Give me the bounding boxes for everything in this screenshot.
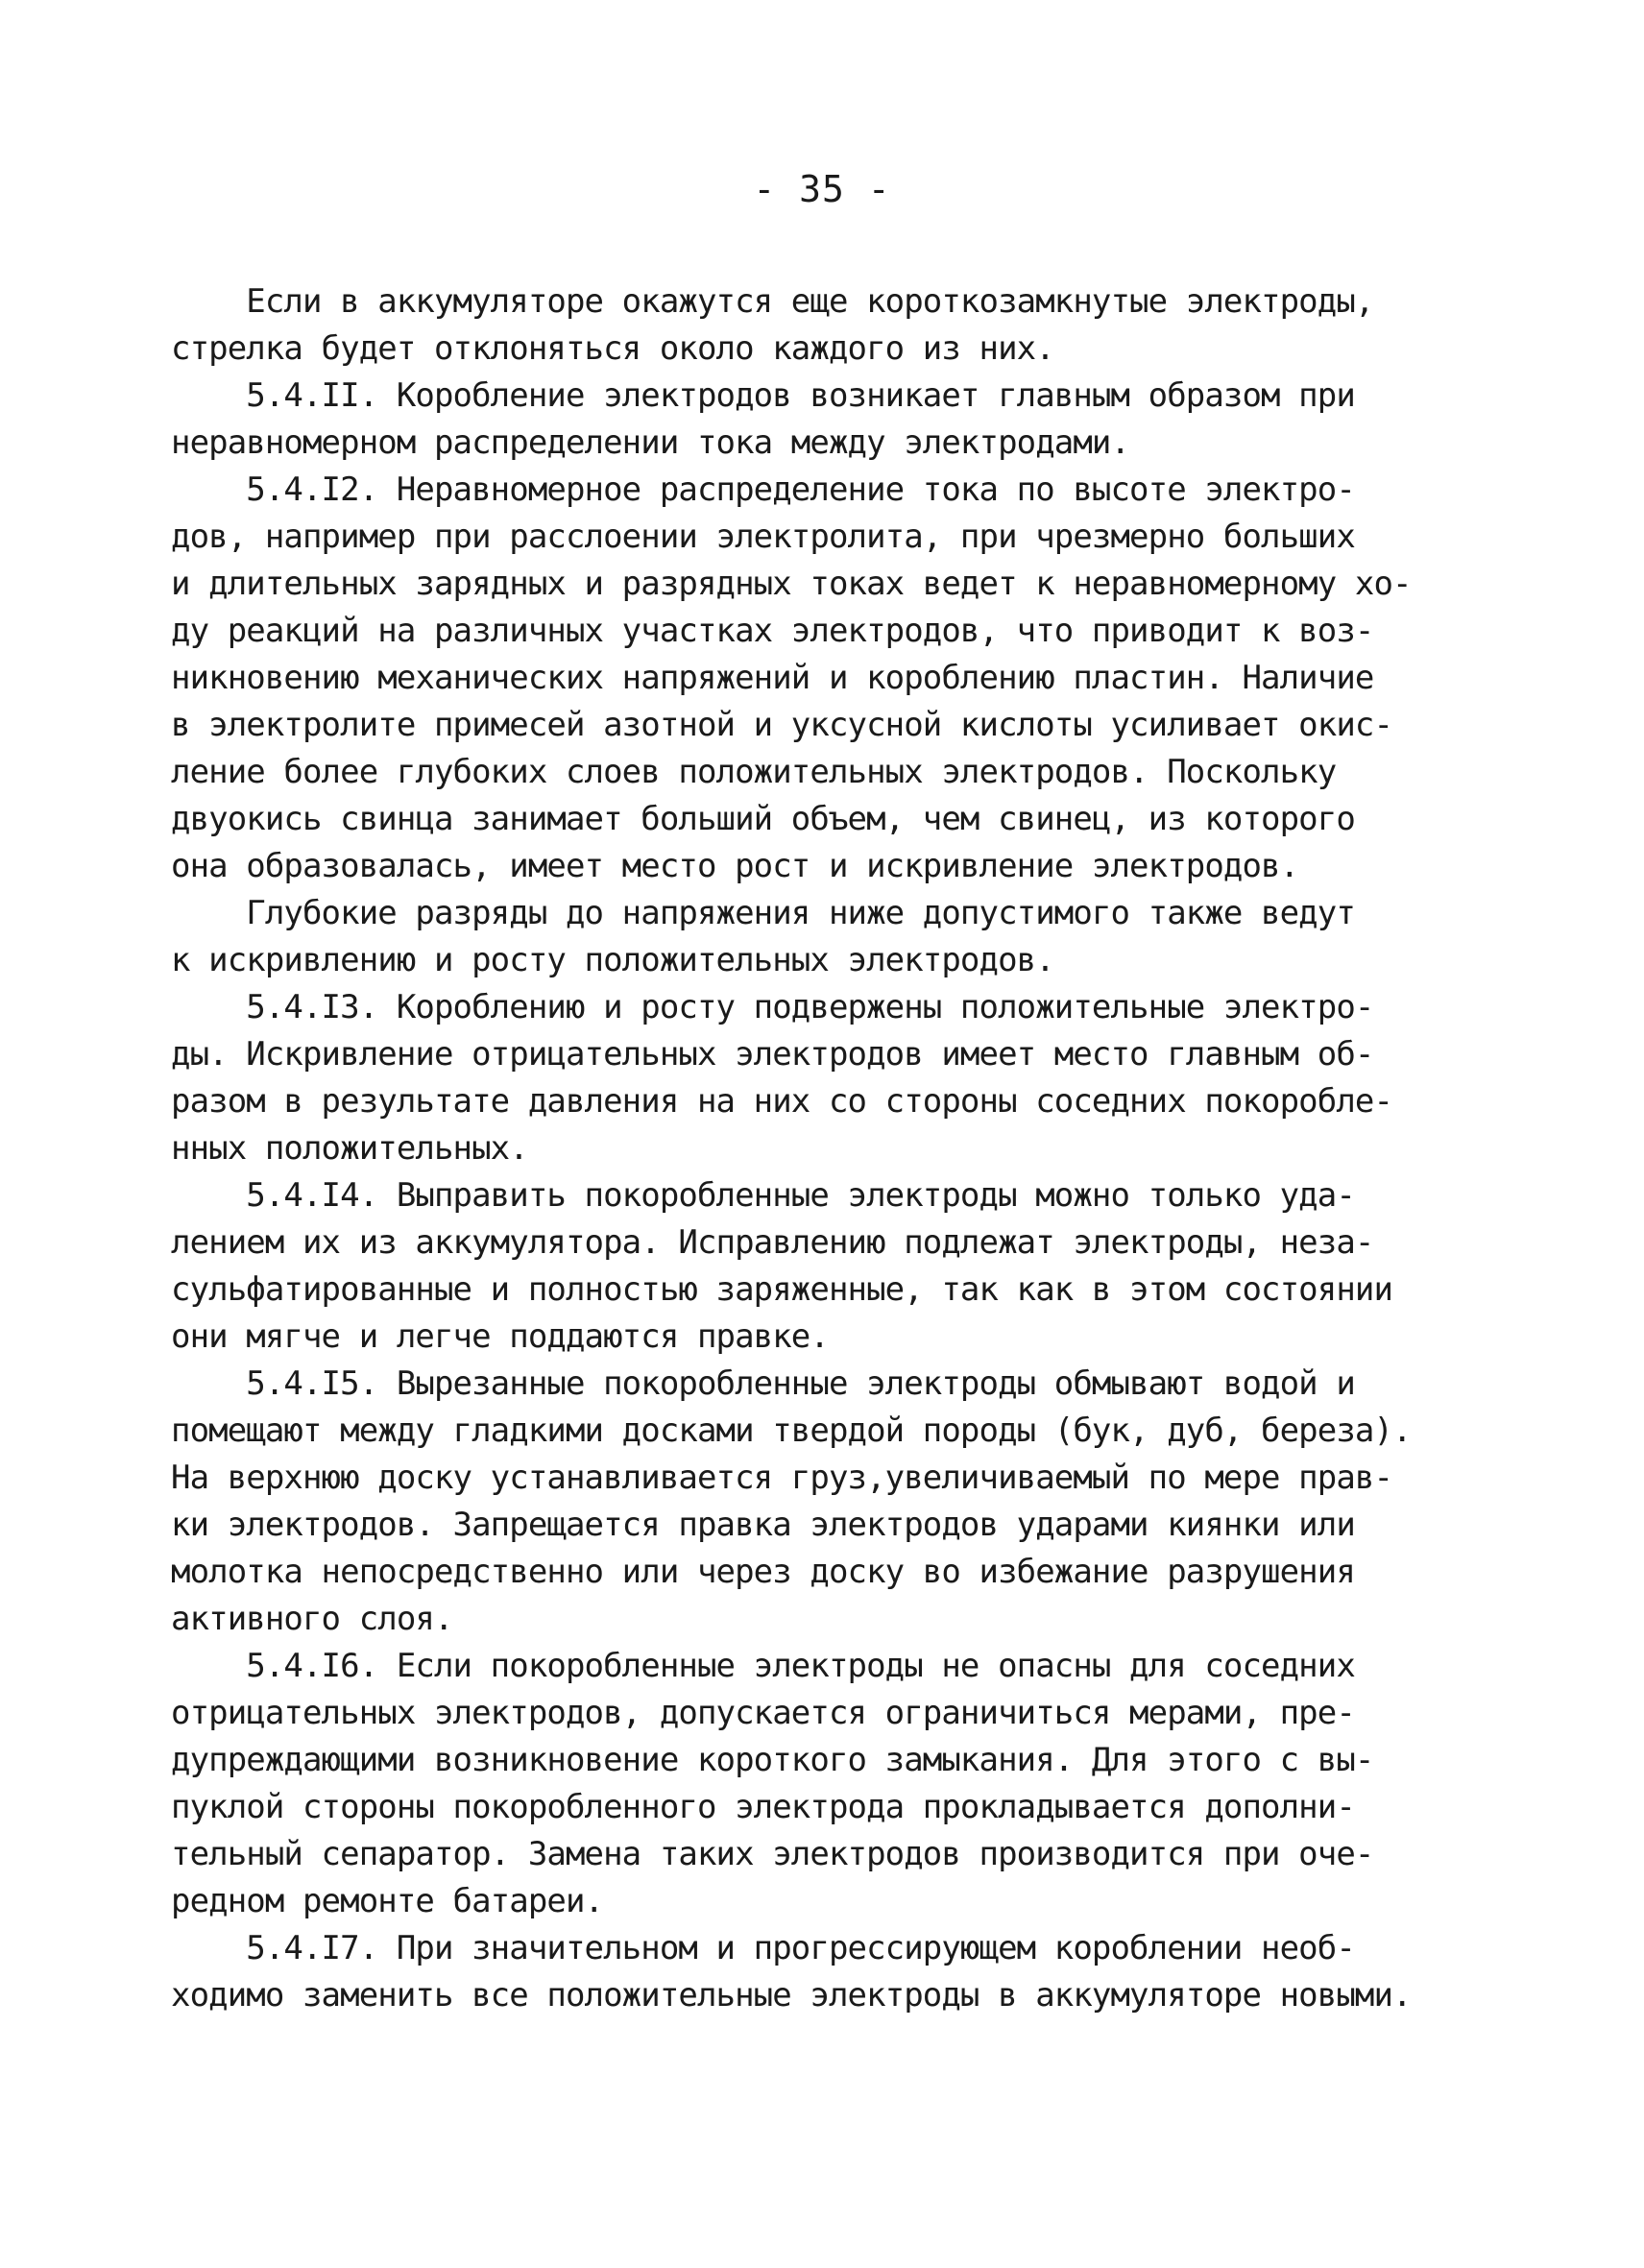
text-line: пуклой стороны покоробленного электрода прокладывается дополни-	[171, 1788, 1355, 1826]
text-line: в электролите примесей азотной и уксусной кислоты усиливает окис-	[171, 706, 1393, 744]
text-line: лением их из аккумулятора. Исправлению подлежат электроды, неза-	[171, 1223, 1374, 1262]
text-line: ки электродов. Запрещается правка электродов ударами киянки или	[171, 1506, 1355, 1544]
text-line: 5.4.II. Коробление электродов возникает главным образом при	[171, 376, 1355, 415]
text-line: 5.4.I3. Короблению и росту подвержены положительные электро-	[171, 988, 1374, 1026]
text-line: стрелка будет отклоняться около каждого из них.	[171, 329, 1054, 368]
text-line: двуокись свинца занимает больший объем, чем свинец, из которого	[171, 800, 1355, 838]
text-line: 5.4.I4. Выправить покоробленные электроды можно только уда-	[171, 1176, 1355, 1215]
text-line: 5.4.I7. При значительном и прогрессирующем короблении необ-	[171, 1929, 1355, 1967]
text-line: На верхнюю доску устанавливается груз,увеличиваемый по мере прав-	[171, 1459, 1393, 1497]
text-line: ление более глубоких слоев положительных электродов. Поскольку	[171, 753, 1337, 791]
text-line: они мягче и легче поддаются правке.	[171, 1317, 829, 1356]
body-text	[171, 278, 1477, 2019]
text-line: и длительных зарядных и разрядных токах ведет к неравномерному хо-	[171, 565, 1412, 603]
page-number: - 35 -	[753, 168, 891, 210]
text-line: ду реакций на различных участках электродов, что приводит к воз-	[171, 612, 1374, 650]
text-line: ходимо заменить все положительные электроды в аккумуляторе новыми.	[171, 1976, 1412, 2015]
text-line: молотка непосредственно или через доску во избежание разрушения	[171, 1553, 1355, 1591]
text-line: Глубокие разряды до напряжения ниже допустимого также ведут	[171, 894, 1355, 932]
text-line: тельный сепаратор. Замена таких электродов производится при оче-	[171, 1835, 1374, 1873]
text-line: активного слоя.	[171, 1600, 453, 1638]
text-line: к искривлению и росту положительных электродов.	[171, 941, 1054, 979]
text-line: помещают между гладкими досками твердой породы (бук, дуб, береза).	[171, 1411, 1412, 1450]
text-line: 5.4.I2. Неравномерное распределение тока по высоте электро-	[171, 470, 1355, 509]
text-line: дов, например при расслоении электролита, при чрезмерно больших	[171, 518, 1355, 556]
text-line: Если в аккумуляторе окажутся еще короткозамкнутые электроды,	[171, 282, 1374, 321]
text-line: ды. Искривление отрицательных электродов имеет место главным об-	[171, 1035, 1374, 1074]
text-line: отрицательных электродов, допускается ограничиться мерами, пре-	[171, 1694, 1355, 1732]
text-line: 5.4.I6. Если покоробленные электроды не опасны для соседних	[171, 1647, 1355, 1685]
text-line: она образовалась, имеет место рост и искривление электродов.	[171, 847, 1299, 885]
text-line: редном ремонте батареи.	[171, 1882, 604, 1920]
text-line: нных положительных.	[171, 1129, 528, 1168]
text-line: дупреждающими возникновение короткого замыкания. Для этого с вы-	[171, 1741, 1374, 1779]
text-line: неравномерном распределении тока между электродами.	[171, 423, 1130, 462]
text-line: никновению механических напряжений и короблению пластин. Наличие	[171, 659, 1374, 697]
text-line: 5.4.I5. Вырезанные покоробленные электроды обмывают водой и	[171, 1364, 1355, 1403]
text-line: разом в результате давления на них со стороны соседних покоробле-	[171, 1082, 1393, 1121]
text-line: сульфатированные и полностью заряженные, так как в этом состоянии	[171, 1270, 1393, 1309]
